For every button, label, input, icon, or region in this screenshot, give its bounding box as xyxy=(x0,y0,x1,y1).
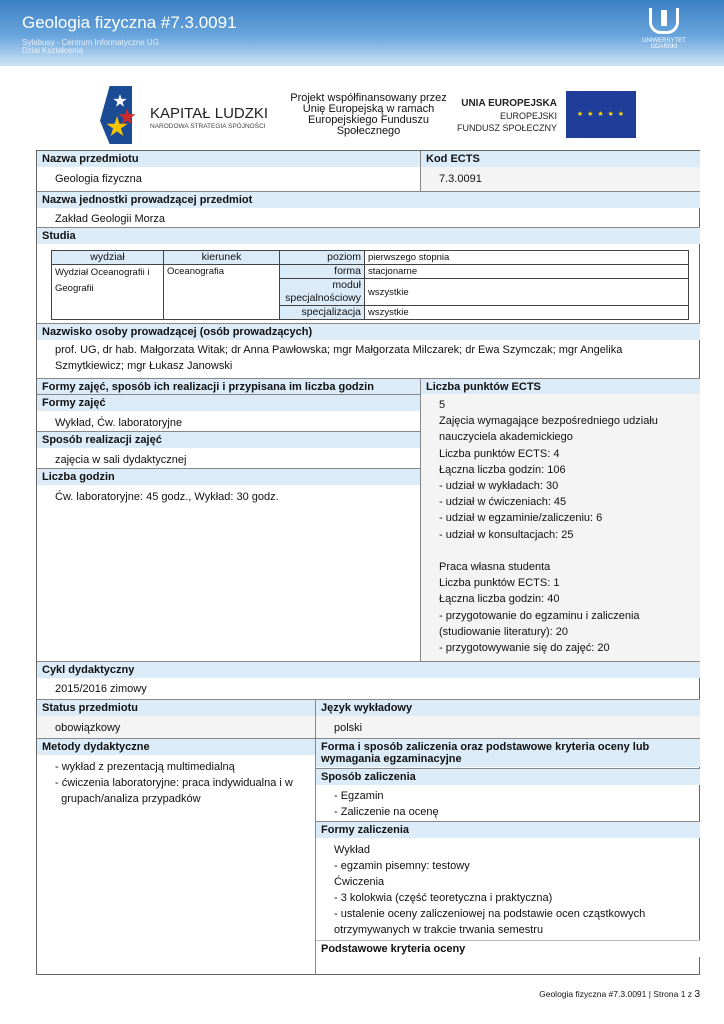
list-item: - udział w egzaminie/zaliczeniu: 6 xyxy=(439,512,603,525)
modul: wszystkie xyxy=(365,279,689,306)
ue-line2: EUROPEJSKI xyxy=(499,111,557,121)
list-item: grupach/analiza przypadków xyxy=(55,793,201,805)
liczba-godzin: Ćw. laboratoryjne: 45 godz., Wykład: 30 godz. xyxy=(55,491,279,503)
wydzial: Wydział Oceanografii i Geografii xyxy=(52,265,164,320)
list-item: - wykład z prezentacją multimedialną xyxy=(55,761,235,773)
list-item: - przygotowywanie się do zajęć: 20 xyxy=(439,642,610,655)
sposob-realizacji: zajęcia w sali dydaktycznej xyxy=(55,454,187,466)
list-item: Praca własna studenta xyxy=(439,561,551,574)
language: polski xyxy=(316,716,700,738)
list-item: - Egzamin xyxy=(334,790,384,802)
status-header: Status przedmiotu xyxy=(37,699,315,716)
list-item xyxy=(439,543,682,559)
spec-label: specjalizacja xyxy=(280,306,365,320)
syllabus-table xyxy=(36,150,700,975)
subtitle: Sylabusy - Centrum Informatyczne UG xyxy=(22,38,159,47)
kl-name: KAPITAŁ LUDZKI xyxy=(150,105,269,122)
list-item: Liczba punktów ECTS: 4 xyxy=(439,447,560,460)
list-item: Zajęcia wymagające bezpośredniego udziału xyxy=(439,415,658,428)
university-name: UNIWERSYTET GDAŃSKI xyxy=(642,38,686,50)
page-title: Geologia fizyczna #7.3.0091 xyxy=(22,13,237,32)
formy-zaliczenia-header: Formy zaliczenia xyxy=(316,821,700,838)
list-item: Liczba punktów ECTS: 1 xyxy=(439,577,560,590)
footer-total: 3 xyxy=(694,989,700,1000)
list-item: - ćwiczenia laboratoryjne: praca indywidualna i w xyxy=(55,777,293,789)
list-item: - udział w ćwiczeniach: 45 xyxy=(439,496,567,509)
ue-text xyxy=(455,97,557,134)
ue-title: UNIA EUROPEJSKA xyxy=(461,98,557,109)
studia-table xyxy=(51,250,689,320)
kierunek: Oceanografia xyxy=(164,265,280,320)
forms-header: Formy zajęć, sposób ich realizacji i przypisana im liczba godzin xyxy=(37,378,420,395)
footer-text: Geologia fizyczna #7.3.0091 | Strona 1 z xyxy=(539,989,693,999)
list-item: - udział w konsultacjach: 25 xyxy=(439,528,574,541)
col-wydzial: wydział xyxy=(52,251,164,265)
ug-emblem-icon xyxy=(649,8,679,34)
sposob-zaliczenia-header: Sposób zaliczenia xyxy=(316,768,700,785)
ects-details xyxy=(421,394,700,661)
assessment-header: Forma i sposób zaliczenia oraz podstawowe kryteria oceny lub wymagania egzaminacyjne xyxy=(316,738,700,767)
methods-header: Metody dydaktyczne xyxy=(37,738,315,755)
list-item: otrzymywanych w trakcie trwania semestru xyxy=(334,924,544,936)
poziom: pierwszego stopnia xyxy=(365,251,689,265)
col-kierunek: kierunek xyxy=(164,251,280,265)
ects-code: 7.3.0091 xyxy=(421,167,700,191)
poziom-label: poziom xyxy=(280,251,365,265)
course-name-header: Nazwa przedmiotu xyxy=(37,151,420,167)
formy-zajec: Wykład, Ćw. laboratoryjne xyxy=(55,417,183,429)
list-item: Ćwiczenia xyxy=(334,876,385,888)
spec: wszystkie xyxy=(365,306,689,320)
teachers: prof. UG, dr hab. Małgorzata Witak; dr Anna Pawłowska; mgr Małgorzata Milczarek; dr Ewa Szymczak; mgr Angelika Szmytkiewicz; mgr Łukasz Janowski xyxy=(55,344,623,372)
ects-header: Liczba punktów ECTS xyxy=(421,378,700,395)
forma-label: forma xyxy=(280,265,365,279)
page-footer xyxy=(539,989,700,1000)
cycle: 2015/2016 zimowy xyxy=(55,683,147,695)
eu-flag-icon: ★ ★ ★ ★ ★ xyxy=(566,91,636,138)
list-item: - egzamin pisemny: testowy xyxy=(334,860,470,872)
forma: stacjonarne xyxy=(365,265,689,279)
department: Dział Kształcenia xyxy=(22,46,83,55)
list-item: 5 xyxy=(439,399,446,411)
kryteria-header: Podstawowe kryteria oceny xyxy=(316,940,700,957)
unit-header: Nazwa jednostki prowadzącej przedmiot xyxy=(37,191,700,208)
ue-line3: FUNDUSZ SPOŁECZNY xyxy=(456,123,557,133)
list-item: - udział w wykładach: 30 xyxy=(439,480,559,493)
modul-label: moduł specjalnościowy xyxy=(280,279,365,306)
sposob-zaliczenia xyxy=(316,785,457,820)
list-item: Łączna liczba godzin: 40 xyxy=(439,593,560,606)
page-banner xyxy=(0,0,724,66)
list-item: (studiowanie literatury): 20 xyxy=(439,625,569,638)
sposob-realizacji-header: Sposób realizacji zajęć xyxy=(37,431,420,448)
list-item: - Zaliczenie na ocenę xyxy=(334,806,439,818)
university-logo xyxy=(628,8,700,50)
cycle-header: Cykl dydaktyczny xyxy=(37,661,700,678)
methods-list xyxy=(37,755,315,811)
list-item: Wykład xyxy=(334,844,370,856)
studia-header: Studia xyxy=(37,227,700,244)
list-item: - ustalenie oceny zaliczeniowej na podstawie ocen cząstkowych xyxy=(334,908,646,920)
language-header: Język wykładowy xyxy=(316,699,700,716)
unit: Zakład Geologii Morza xyxy=(55,213,166,225)
list-item: - 3 kolokwia (część teoretyczna i praktyczna) xyxy=(334,892,553,904)
list-item: nauczyciela akademickiego xyxy=(439,431,573,444)
kl-sub: NARODOWA STRATEGIA SPÓJNOŚCI xyxy=(150,123,266,130)
list-item: - przygotowanie do egzaminu i zaliczenia xyxy=(439,609,640,622)
formy-zajec-header: Formy zajęć xyxy=(37,394,420,411)
formy-zaliczenia xyxy=(316,838,700,938)
course-name: Geologia fizyczna xyxy=(55,173,142,185)
status: obowiązkowy xyxy=(37,716,315,738)
liczba-godzin-header: Liczba godzin xyxy=(37,468,420,485)
project-note: Projekt współfinansowany przez Unię Europejską w ramach Europejskiego Funduszu Społecznego xyxy=(290,92,447,137)
ects-code-header: Kod ECTS xyxy=(421,151,700,167)
teachers-header: Nazwisko osoby prowadzącej (osób prowadzących) xyxy=(37,323,700,340)
list-item: Łączna liczba godzin: 106 xyxy=(439,463,566,476)
